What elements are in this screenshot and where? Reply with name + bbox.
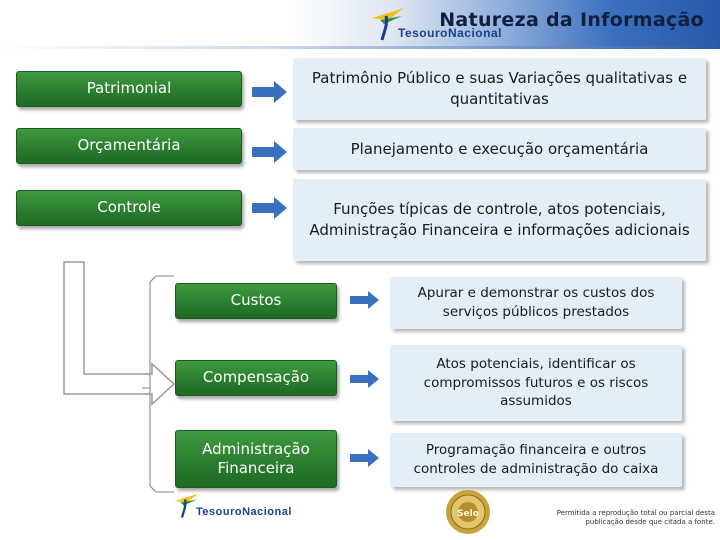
desc-administracao-financeira — [390, 433, 682, 487]
desc-compensacao-text: Atos potenciais, identificar os compromissos futuros e os riscos assumidos — [423, 355, 649, 410]
label-orcamentaria: Orçamentária — [77, 136, 181, 155]
box-compensacao — [175, 360, 337, 396]
box-controle — [16, 190, 242, 226]
seal-icon — [444, 488, 492, 536]
controle-branch-arrow — [56, 258, 186, 498]
arrow-right-icon — [350, 369, 380, 389]
box-orcamentaria — [16, 128, 242, 164]
desc-patrimonial-text: Patrimônio Público e suas Variações qualitativas e quantitativas — [311, 69, 688, 108]
arrow-right-icon — [252, 196, 288, 220]
desc-controle-text: Funções típicas de controle, atos potenciais, Administração Financeira e informações adicionais — [309, 200, 690, 239]
header-divider — [0, 46, 720, 49]
arrow-right-icon — [252, 80, 288, 104]
desc-patrimonial — [293, 58, 706, 120]
desc-orcamentaria-text: Planejamento e execução orçamentária — [350, 139, 649, 158]
label-custos: Custos — [230, 291, 282, 310]
desc-controle — [293, 179, 706, 261]
box-administracao-financeira — [175, 430, 337, 488]
seal-label: Selo — [457, 509, 479, 519]
arrow-right-icon — [350, 290, 380, 310]
footer-logo-text: TesouroNacional — [196, 506, 292, 518]
label-controle: Controle — [97, 198, 161, 217]
label-patrimonial: Patrimonial — [86, 79, 172, 98]
tesouro-logo-footer — [170, 488, 292, 520]
label-compensacao: Compensação — [202, 368, 310, 387]
desc-custos — [390, 277, 682, 329]
footer-note: Permitida a reprodução total ou parcial desta publicação desde que citada a fonte. — [556, 509, 715, 527]
desc-custos-text: Apurar e demonstrar os custos dos serviços públicos prestados — [417, 285, 655, 320]
box-patrimonial — [16, 71, 242, 107]
desc-administracao-financeira-text: Programação financeira e outros controles de administração do caixa — [413, 442, 659, 477]
arrow-right-icon — [350, 448, 380, 468]
desc-compensacao — [390, 345, 682, 421]
arrow-right-icon — [252, 140, 288, 164]
header-logo-text: TesouroNacional — [398, 26, 502, 40]
desc-orcamentaria — [293, 128, 706, 170]
label-administracao-financeira: Administração Financeira — [202, 439, 310, 477]
page-title: Natureza da Informação — [439, 9, 704, 31]
box-custos — [175, 283, 337, 319]
